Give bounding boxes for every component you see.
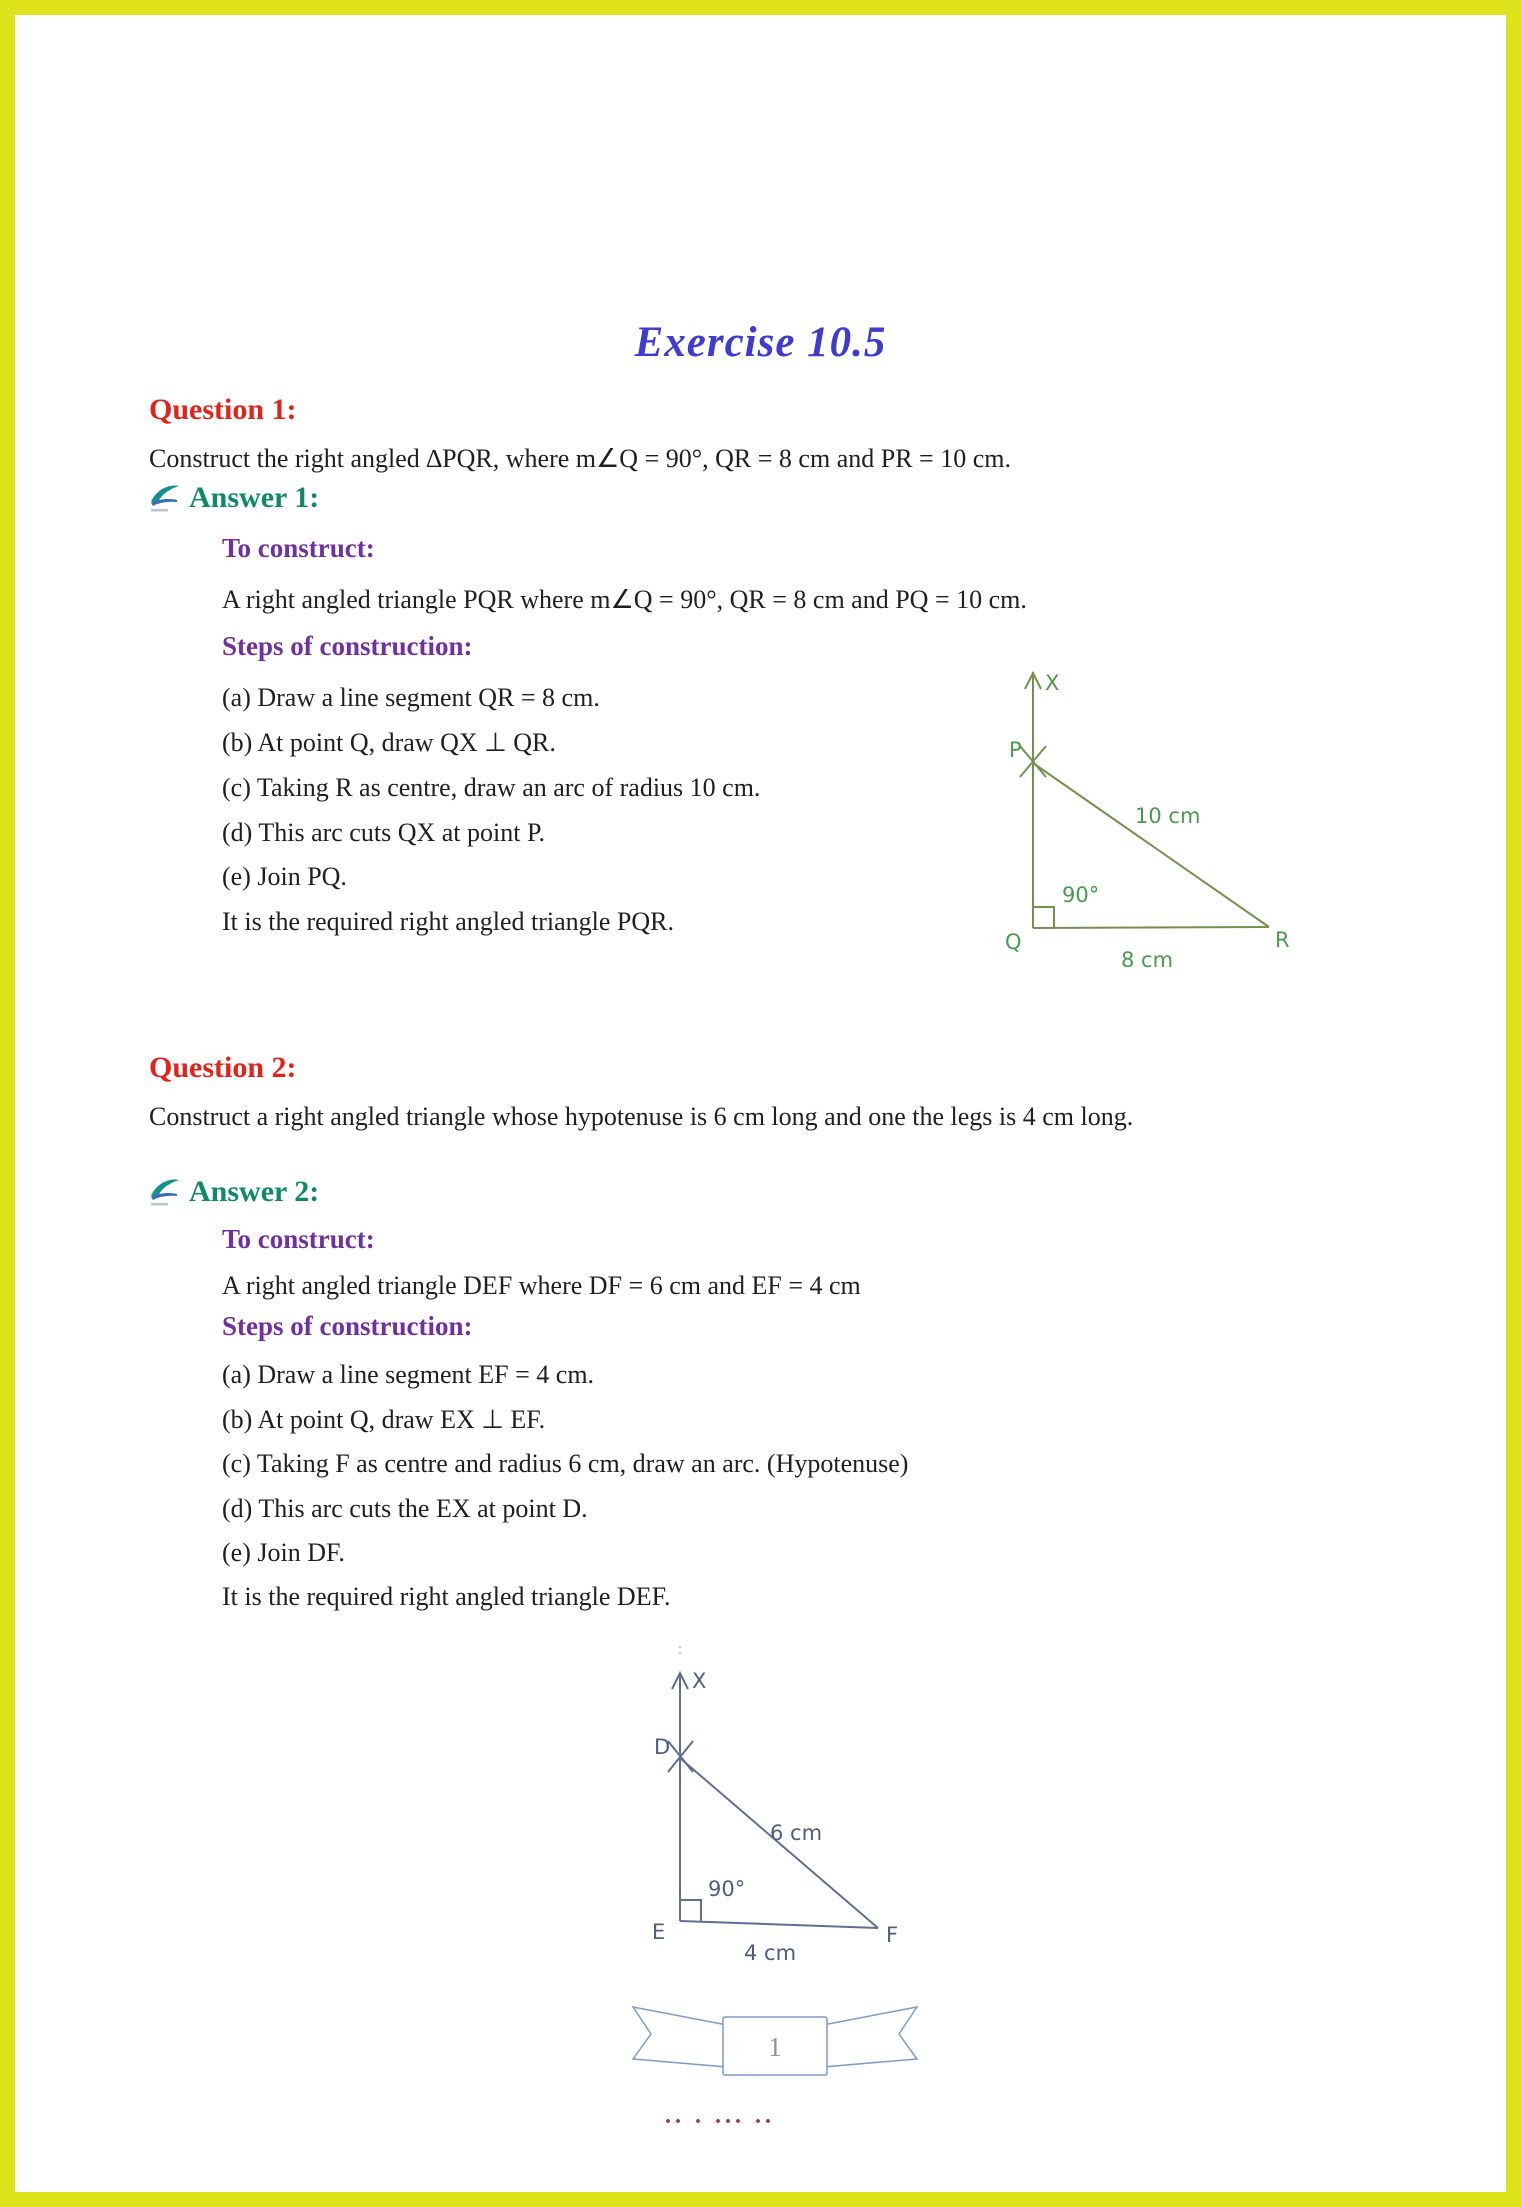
answer-2-step-d: (d) This arc cuts the EX at point D. <box>222 1494 588 1523</box>
answer-2-step-b: (b) At point Q, draw EX ⊥ EF. <box>222 1405 546 1434</box>
triangle-pqr-diagram <box>1005 643 1345 983</box>
base-length-label: 8 cm <box>1121 948 1174 972</box>
page-number: 1 <box>768 2032 782 2062</box>
answer-2-steps-label: Steps of construction: <box>222 1311 473 1341</box>
vertex-label-p: P <box>1009 738 1022 762</box>
answer-2-heading: Answer 2: <box>189 1175 320 1208</box>
triangle-def-diagram <box>640 1643 940 1973</box>
footer-dots: .. . ... .. <box>665 2103 775 2129</box>
ribbon-left-wing <box>633 2007 727 2067</box>
question-1-text: Construct the right angled ∆PQR, where m∠Q = 90°, QR = 8 cm and PR = 10 cm. <box>149 444 1011 473</box>
vertex-label-e: E <box>652 1920 666 1944</box>
answer-2-to-construct-text: A right angled triangle DEF where DF = 6 cm and EF = 4 cm <box>222 1271 861 1300</box>
triangle-pqr-lines <box>1020 673 1269 928</box>
right-angle-label: 90° <box>1062 883 1100 907</box>
answer-1-step-a: (a) Draw a line segment QR = 8 cm. <box>222 683 600 712</box>
ribbon-right-wing <box>823 2007 917 2067</box>
vertex-label-d: D <box>654 1735 671 1759</box>
answer-2-conclusion: It is the required right angled triangle DEF. <box>222 1582 671 1611</box>
vertex-label-q: Q <box>1005 930 1022 954</box>
answer-1-step-e: (e) Join PQ. <box>222 862 347 891</box>
hypotenuse-length-label: 10 cm <box>1135 804 1201 828</box>
answer-logo-icon <box>149 482 181 514</box>
vertex-label-x: X <box>692 1669 707 1693</box>
answer-1-heading: Answer 1: <box>189 481 320 514</box>
vertex-label-r: R <box>1275 928 1290 952</box>
base-length-label: 4 cm <box>744 1941 797 1965</box>
answer-2-step-e: (e) Join DF. <box>222 1538 345 1567</box>
answer-1-conclusion: It is the required right angled triangle PQR. <box>222 907 675 936</box>
question-1-heading: Question 1: <box>149 393 297 426</box>
vertex-label-x: X <box>1045 671 1060 695</box>
answer-2-to-construct-label: To construct: <box>222 1224 375 1254</box>
question-2-heading: Question 2: <box>149 1051 297 1084</box>
answer-logo-icon <box>149 1176 181 1208</box>
answer-1-step-c: (c) Taking R as centre, draw an arc of radius 10 cm. <box>222 773 761 802</box>
answer-1-to-construct-label: To construct: <box>222 533 375 563</box>
answer-1-row <box>149 481 319 515</box>
vertex-label-f: F <box>886 1923 899 1947</box>
answer-1-steps-label: Steps of construction: <box>222 631 473 661</box>
answer-2-step-c: (c) Taking F as centre and radius 6 cm, draw an arc. (Hypotenuse) <box>222 1449 909 1478</box>
answer-1-to-construct-text: A right angled triangle PQR where m∠Q = 90°, QR = 8 cm and PQ = 10 cm. <box>222 585 1027 614</box>
answer-2-row <box>149 1175 319 1209</box>
hypotenuse-length-label: 6 cm <box>770 1821 823 1845</box>
answer-1-step-b: (b) At point Q, draw QX ⊥ QR. <box>222 728 556 757</box>
question-2-text: Construct a right angled triangle whose hypotenuse is 6 cm long and one the legs is 4 cm long. <box>149 1102 1134 1131</box>
page-number-ribbon <box>623 1999 927 2099</box>
answer-1-step-d: (d) This arc cuts QX at point P. <box>222 818 546 847</box>
right-angle-label: 90° <box>708 1877 746 1901</box>
answer-2-step-a: (a) Draw a line segment EF = 4 cm. <box>222 1360 595 1389</box>
page-title: Exercise 10.5 <box>634 319 887 366</box>
triangle-def-lines <box>668 1673 878 1928</box>
